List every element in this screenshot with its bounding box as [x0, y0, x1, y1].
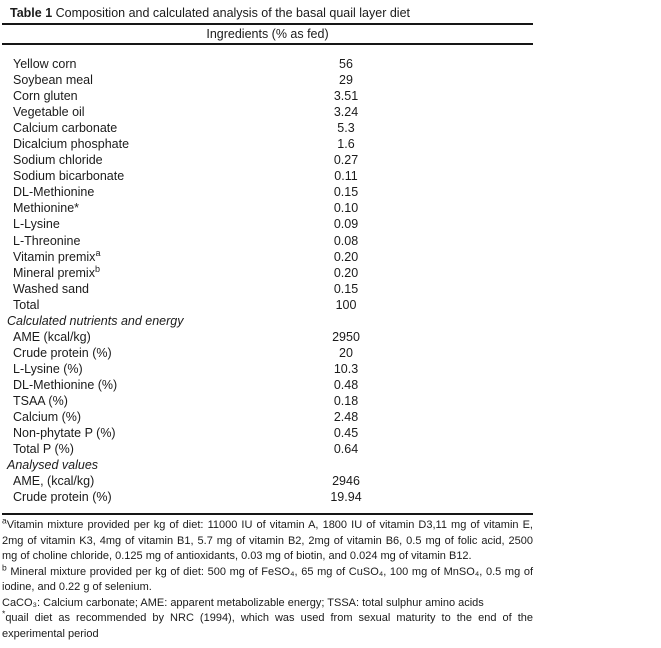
- row-label: L-Lysine (%): [13, 361, 83, 376]
- row-value: 0.09: [333, 217, 359, 232]
- table-row: [2, 88, 533, 104]
- table-row: [2, 441, 533, 457]
- table-caption: [2, 0, 533, 23]
- footnote-line: [2, 549, 533, 565]
- footnote-text: experimental period: [2, 627, 99, 640]
- table-row: [2, 200, 533, 216]
- table-row: [2, 184, 533, 200]
- footnote-text: 2mg of vitamin K3, 4mg of vitamin B1, 5.7 mg of vitamin B2, 2mg of vitamin B6, 0.5 mg of folic acid, 2500: [2, 534, 533, 547]
- row-value: 0.08: [333, 233, 359, 248]
- table-row: [2, 168, 533, 184]
- row-label: Non-phytate P (%): [13, 426, 116, 441]
- row-value: 0.45: [333, 426, 359, 441]
- table-row: [2, 249, 533, 265]
- row-value: 10.3: [333, 361, 359, 376]
- table-row: [2, 409, 533, 425]
- table-row: [2, 56, 533, 72]
- row-label: AME, (kcal/kg): [13, 474, 95, 489]
- table-body: [2, 45, 533, 513]
- row-value: 0.15: [333, 281, 359, 296]
- table-row: [2, 473, 533, 489]
- table-row: [2, 361, 533, 377]
- row-label: Vitamin premix$^a$: [13, 247, 101, 264]
- table-row: [2, 281, 533, 297]
- footnote-line: [2, 562, 533, 581]
- footnote-line: [2, 534, 533, 550]
- row-value: 0.10: [333, 201, 359, 216]
- footnote-text: CaCO₃: Calcium carbonate; AME: apparent metabolizable energy; TSSA: total sulphur amino acids: [2, 596, 484, 609]
- row-value: 0.64: [333, 442, 359, 457]
- row-value: 0.48: [333, 377, 359, 392]
- row-value: 1.6: [337, 137, 355, 152]
- row-label: Vegetable oil: [13, 105, 85, 120]
- footnote-marker-*: *: [2, 608, 6, 619]
- footnote-marker-a: a: [2, 515, 7, 526]
- row-label: Crude protein (%): [13, 490, 112, 505]
- row-label: Calculated nutrients and energy: [7, 313, 184, 328]
- row-label: Yellow corn: [13, 57, 77, 71]
- table-row: [2, 297, 533, 313]
- table-row: [2, 265, 533, 281]
- row-value: 3.51: [333, 89, 359, 104]
- footnote-text: mg of choline chloride, 0.125 mg of antioxidants, 0.03 mg of biotin, and 0.024 mg of vitamin B12.: [2, 550, 472, 563]
- table-row: [2, 152, 533, 168]
- footnote-line: [2, 596, 533, 612]
- row-label: Soybean meal: [13, 73, 93, 88]
- row-value: 0.11: [334, 169, 358, 184]
- row-label: Calcium (%): [13, 410, 82, 425]
- table-row: [2, 313, 533, 329]
- row-value: 29: [339, 73, 353, 88]
- row-label: Mineral premix$^b$: [13, 263, 100, 280]
- row-label: Total: [13, 297, 40, 312]
- footnote-marker-b: b: [94, 263, 100, 274]
- table-row: [2, 104, 533, 120]
- table-row: [2, 233, 533, 249]
- footnote-line: [2, 627, 533, 643]
- row-value: 5.3: [337, 121, 355, 136]
- row-label: Dicalcium phosphate: [13, 137, 130, 152]
- row-label: Calcium carbonate: [13, 121, 118, 136]
- table-row: [2, 120, 533, 136]
- row-value: 0.15: [333, 185, 359, 200]
- table-caption-text: Composition and calculated analysis of the basal quail layer diet: [52, 6, 411, 20]
- row-value: 56: [339, 57, 353, 71]
- row-label: AME (kcal/kg): [13, 329, 91, 344]
- row-value: 2.48: [333, 410, 359, 425]
- table-row: [2, 425, 533, 441]
- footnote-text: iodine, and 0.22 g of selenium.: [2, 581, 152, 594]
- table-row: [2, 136, 533, 152]
- table-row: [2, 345, 533, 361]
- footnote-text: Vitamin mixture provided per kg of diet: 11000 IU of vitamin A, 1800 IU of vitamin D3,11 mg of vitamin E,: [6, 519, 533, 532]
- table-row: [2, 329, 533, 345]
- footnote-text: Mineral mixture provided per kg of diet: 500 mg of FeSO₄, 65 mg of CuSO₄, 100 mg of MnSO₄, 0.5 mg of: [6, 565, 533, 578]
- table-row: [2, 377, 533, 393]
- row-label: Sodium bicarbonate: [13, 169, 125, 184]
- row-label: TSAA (%): [13, 393, 68, 408]
- row-label: Analysed values: [7, 458, 99, 473]
- table-row: [2, 489, 533, 505]
- footnote-line: [2, 608, 533, 627]
- row-label: Crude protein (%): [13, 345, 112, 360]
- footnotes: [2, 515, 533, 642]
- row-value: 3.24: [333, 105, 359, 120]
- row-value: 2950: [332, 329, 360, 344]
- row-label: DL-Methionine (%): [13, 377, 118, 392]
- row-value: 0.20: [333, 249, 359, 264]
- footnote-marker-a: a: [95, 247, 101, 258]
- row-label: L-Lysine: [13, 217, 60, 232]
- table-number: Table 1: [10, 6, 53, 20]
- column-header: Ingredients (% as fed): [206, 27, 329, 41]
- row-value: 19.94: [330, 490, 362, 505]
- row-value: 0.18: [333, 393, 359, 408]
- table-row: [2, 72, 533, 88]
- table-row: [2, 216, 533, 232]
- row-label: Methionine*: [13, 201, 80, 216]
- row-value: 20: [339, 345, 353, 360]
- row-label: Washed sand: [13, 281, 89, 296]
- row-value: 0.20: [333, 265, 359, 280]
- row-value: 2946: [332, 474, 360, 489]
- row-label: Corn gluten: [13, 89, 78, 104]
- row-value: 0.27: [333, 153, 359, 168]
- footnote-line: [2, 580, 533, 596]
- footnote-text: quail diet as recommended by NRC (1994), which was used from sexual maturity to the end of the: [5, 612, 533, 625]
- row-label: Sodium chloride: [13, 153, 103, 168]
- row-value: 100: [335, 297, 357, 312]
- row-label: DL-Methionine: [13, 185, 95, 200]
- footnote-line: [2, 515, 533, 534]
- table-row: [2, 393, 533, 409]
- table-row: [2, 457, 533, 473]
- row-label: L-Threonine: [13, 233, 81, 248]
- table1-block: [2, 0, 533, 642]
- footnote-marker-b: b: [2, 562, 7, 573]
- row-label: Total P (%): [13, 442, 74, 457]
